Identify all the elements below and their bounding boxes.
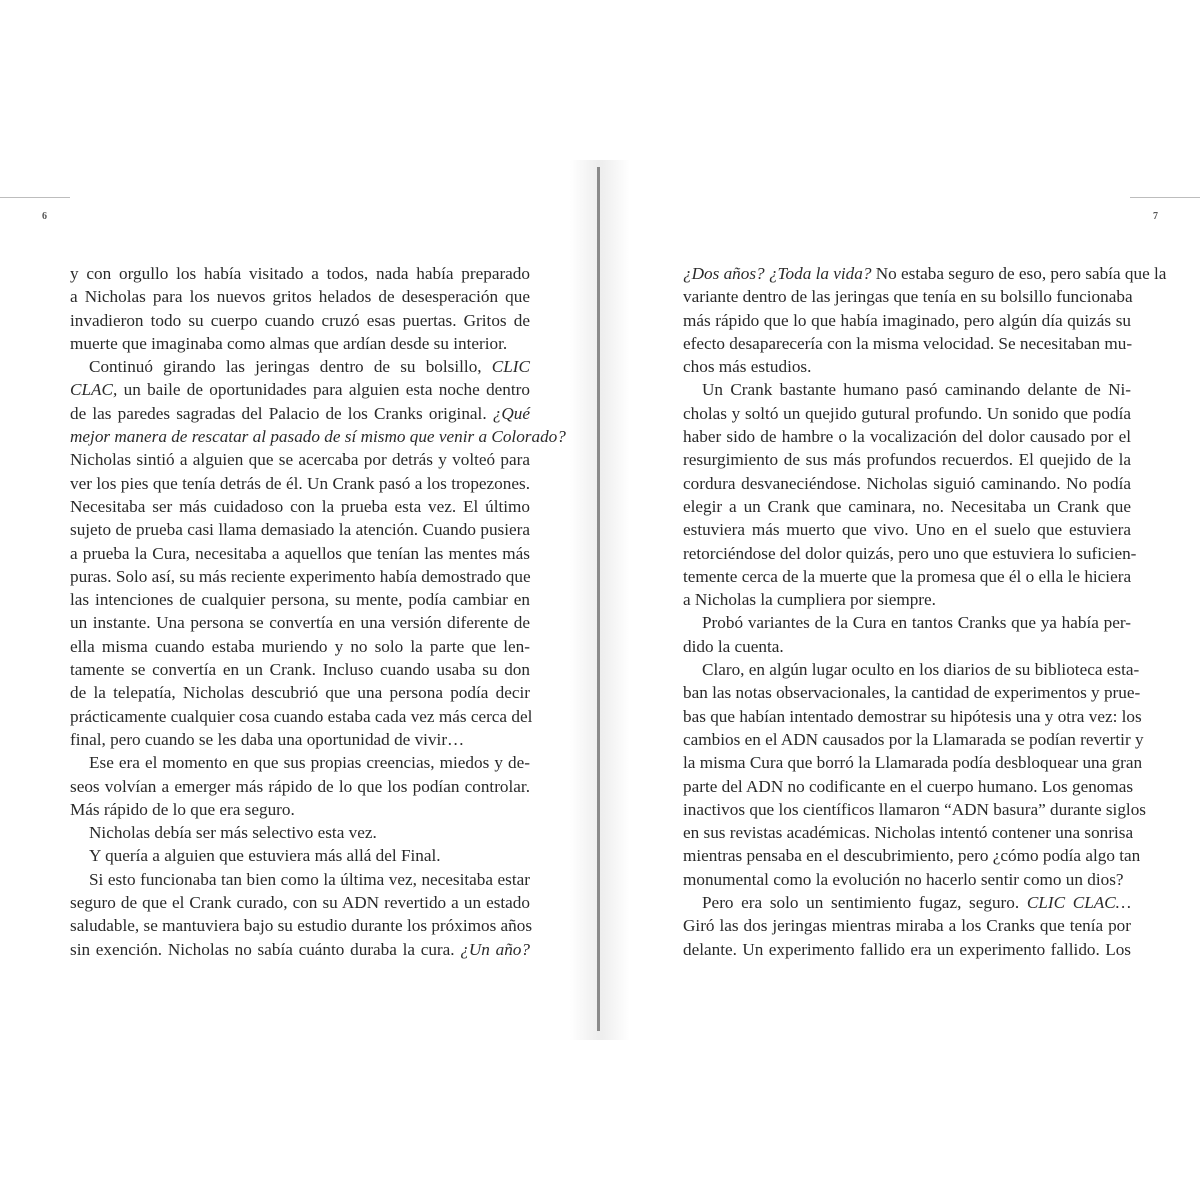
text-line [70, 565, 530, 588]
text-line [70, 775, 530, 798]
text-line [683, 425, 1131, 448]
line-text: un instante. Una persona se convertía en una versión diferente de [70, 613, 530, 633]
line-text: sin exención. Nicholas no sabía cuánto duraba la cura. [70, 939, 461, 959]
text-line [70, 332, 530, 355]
italic-text: ¿Dos años? ¿Toda la vida? [683, 264, 872, 283]
line-text: efecto desaparecería con la misma velocidad. Se necesitaban mu- [683, 333, 1133, 353]
line-text: Un Crank bastante humano pasó caminando delante de Ni- [702, 380, 1131, 400]
text-line [683, 448, 1131, 471]
text-line [70, 635, 530, 658]
line-text: Pero era solo un sentimiento fugaz, seguro. [702, 893, 1027, 913]
header-rule-left [0, 197, 70, 198]
text-line [70, 495, 530, 518]
line-text: haber sido de hambre o la vocalización del dolor causado por el [683, 427, 1131, 447]
text-line [70, 378, 530, 401]
text-line [70, 658, 530, 681]
text-line [683, 821, 1134, 844]
italic-text: CLIC CLAC… [1026, 893, 1131, 913]
line-text: a Nicholas la cumpliera por siempre. [683, 590, 936, 610]
italic-text: CLIC [491, 357, 530, 377]
line-text: prácticamente cualquier cosa cuando estaba cada vez más cerca del [70, 706, 533, 726]
line-text: resurgimiento de sus más profundos recuerdos. El quejido de la [683, 450, 1131, 470]
text-line [70, 285, 530, 308]
line-text: Necesitaba ser más cuidadoso con la prueba esta vez. El último [70, 496, 530, 516]
text-line [683, 938, 1131, 961]
text-line [70, 472, 530, 495]
text-line [683, 588, 1131, 611]
text-line [683, 751, 1143, 774]
text-line [70, 798, 530, 821]
line-text: más rápido que lo que había imaginado, pero algún día quizás su [683, 310, 1131, 330]
line-text: estuviera más muerto que vivo. Uno en el suelo que estuviera [683, 520, 1131, 540]
line-text: tamente se convertía en un Crank. Incluso cuando usaba su don [70, 660, 530, 680]
line-text: Más rápido de lo que era seguro. [70, 799, 295, 819]
gutter-shadow [570, 160, 630, 1040]
italic-text: ¿Qué [492, 403, 530, 423]
line-text: parte del ADN no codificante en el cuerpo humano. Los genomas [683, 776, 1134, 796]
line-text: final, pero cuando se les daba una oportunidad de vivir… [70, 729, 465, 749]
italic-text: CLAC, [70, 380, 118, 400]
book-spine [597, 167, 600, 1031]
line-text: Claro, en algún lugar oculto en los diarios de su biblioteca esta- [702, 660, 1140, 680]
text-line [70, 402, 530, 425]
text-line [70, 751, 530, 774]
text-line [70, 728, 530, 751]
text-line [683, 472, 1131, 495]
line-text: cambios en el ADN causados por la Llamarada se podían revertir y [683, 729, 1144, 749]
line-text: temente cerca de la muerte que la promesa que él o ella le hiciera [683, 566, 1132, 586]
line-text: Giró las dos jeringas mientras miraba a los Cranks que tenía por [683, 916, 1131, 936]
line-text: la misma Cura que borró la Llamarada podía desbloquear una gran [683, 753, 1143, 773]
text-line [70, 821, 530, 844]
left-page-text [70, 262, 566, 961]
text-line [70, 938, 530, 961]
line-text: un baile de oportunidades para alguien esta noche dentro [117, 380, 530, 400]
line-text: Probó variantes de la Cura en tantos Cranks que ya había per- [702, 613, 1131, 633]
text-line [70, 448, 530, 471]
text-line [683, 775, 1134, 798]
text-line [70, 844, 530, 867]
text-line [683, 844, 1141, 867]
line-text: a Nicholas para los nuevos gritos helados de desesperación que [70, 287, 530, 307]
text-line [683, 705, 1142, 728]
line-text: Continuó girando las jeringas dentro de su bolsillo, [89, 357, 492, 377]
text-line [683, 868, 1131, 891]
line-text: delante. Un experimento fallido era un experimento fallido. Los [683, 939, 1131, 959]
text-line [70, 425, 566, 448]
line-text: saludable, se mantuviera bajo su estudio durante los próximos años [70, 916, 533, 936]
text-line [683, 495, 1131, 518]
text-line [683, 285, 1131, 308]
line-text: en sus revistas académicas. Nicholas intentó contener una sonrisa [683, 823, 1134, 843]
text-line [683, 681, 1141, 704]
text-line [683, 542, 1137, 565]
line-text: seos volvían a emerger más rápido de lo que los podían controlar. [70, 776, 530, 796]
text-line [683, 262, 1167, 285]
line-text: ver los pies que tenía detrás de él. Un Crank pasó a los tropezones. [70, 473, 530, 493]
text-line [70, 914, 533, 937]
line-text: inactivos que los científicos llamaron “ADN basura” durante siglos [683, 799, 1146, 819]
text-line [683, 611, 1131, 634]
line-text: y con orgullo los había visitado a todos, nada había preparado [70, 264, 530, 283]
line-text: bas que habían intentado demostrar su hipótesis una y otra vez: los [683, 706, 1142, 726]
text-line [683, 378, 1131, 401]
line-text: ban las notas observacionales, la cantidad de experimentos y prue- [683, 683, 1141, 703]
text-line [683, 402, 1131, 425]
line-text: elegir a un Crank que caminara, no. Necesitaba un Crank que [683, 496, 1131, 516]
text-line [683, 565, 1131, 588]
italic-text: mejor manera de rescatar al pasado de sí mismo que venir a Colorado? [70, 427, 566, 447]
line-text: mientras pensaba en el descubrimiento, pero ¿cómo podía algo tan [683, 846, 1141, 866]
page-number-left: 6 [42, 211, 47, 222]
line-text: Si esto funcionaba tan bien como la última vez, necesitaba estar [89, 869, 530, 889]
right-page-text [683, 262, 1167, 961]
line-text: las intenciones de cualquier persona, su mente, podía cambiar en [70, 590, 530, 610]
text-line [70, 262, 530, 285]
text-line [683, 914, 1131, 937]
line-text: de las paredes sagradas del Palacio de los Cranks original. [70, 403, 493, 423]
text-line [70, 518, 530, 541]
line-text: No estaba seguro de eso, pero sabía que la [871, 264, 1167, 283]
page-number-right: 7 [1153, 211, 1158, 222]
text-line [70, 309, 530, 332]
text-line [70, 891, 530, 914]
text-line [70, 355, 530, 378]
header-rule-right [1130, 197, 1200, 198]
text-line [70, 705, 533, 728]
line-text: retorciéndose del dolor quizás, pero uno que estuviera lo suficien- [683, 543, 1137, 563]
text-line [70, 868, 530, 891]
line-text: de la telepatía, Nicholas descubrió que una persona podía decir [70, 683, 530, 703]
line-text: monumental como la evolución no hacerlo sentir como un dios? [683, 869, 1124, 889]
line-text: Nicholas sintió a alguien que se acercaba por detrás y volteó para [70, 450, 530, 470]
text-line [683, 518, 1131, 541]
text-line [683, 355, 1131, 378]
line-text: invadieron todo su cuerpo cuando cruzó esas puertas. Gritos de [70, 310, 530, 330]
line-text: variante dentro de las jeringas que tenía en su bolsillo funcionaba [683, 287, 1133, 307]
text-line [683, 635, 1131, 658]
text-line [683, 332, 1131, 355]
line-text: Nicholas debía ser más selectivo esta vez. [89, 823, 377, 843]
line-text: ella misma cuando estaba muriendo y no solo la parte que len- [70, 636, 530, 656]
line-text: Y quería a alguien que estuviera más allá del Final. [89, 846, 441, 866]
line-text: Ese era el momento en que sus propias creencias, miedos y de- [89, 753, 530, 773]
line-text: a prueba la Cura, necesitaba a aquellos que tenían las mentes más [70, 543, 530, 563]
text-line [683, 309, 1131, 332]
text-line [683, 658, 1140, 681]
line-text: puras. Solo así, su más reciente experimento había demostrado que [70, 566, 531, 586]
text-line [70, 542, 530, 565]
text-line [70, 588, 530, 611]
text-line [683, 891, 1131, 914]
line-text: muerte que imaginaba como almas que ardían desde su interior. [70, 333, 508, 353]
line-text: seguro de que el Crank curado, con su ADN revertido a un estado [70, 893, 530, 913]
line-text: cholas y soltó un quejido gutural profundo. Un sonido que podía [683, 403, 1131, 423]
text-line [683, 728, 1144, 751]
line-text: sujeto de prueba casi llama demasiado la atención. Cuando pusiera [70, 520, 530, 540]
line-text: chos más estudios. [683, 357, 812, 377]
line-text: cordura desvaneciéndose. Nicholas siguió caminando. No podía [683, 473, 1131, 493]
italic-text: ¿Un año? [460, 939, 530, 959]
text-line [70, 611, 530, 634]
text-line [683, 798, 1146, 821]
text-line [70, 681, 530, 704]
line-text: dido la cuenta. [683, 636, 784, 656]
